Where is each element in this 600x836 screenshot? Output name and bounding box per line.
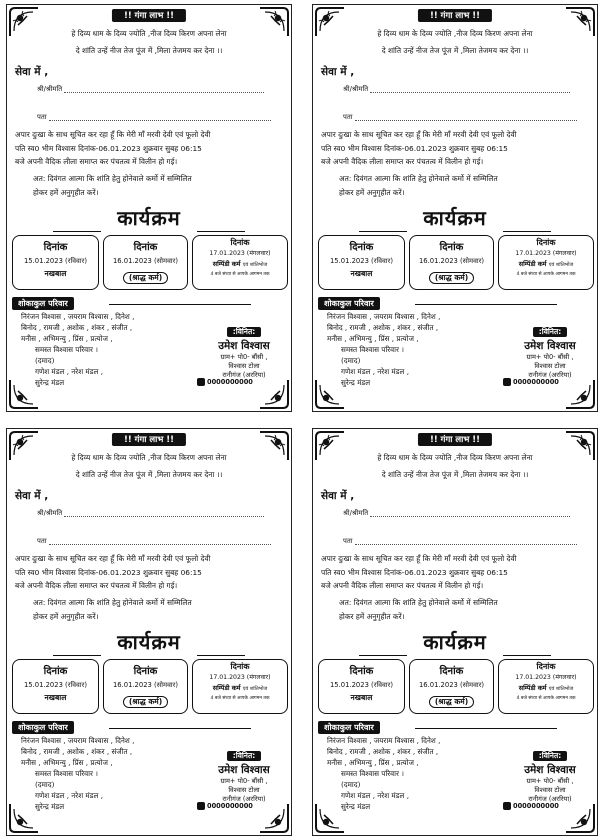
message-line: बजे अपनी वैदिक लीला समाप्त कर पंचतत्व में विलीन हो गई।: [15, 581, 178, 590]
divider: [109, 728, 251, 729]
address-field: [37, 112, 271, 121]
verse-line: हे दिव्य धाम के दिव्य ज्योति ,नीज दिव्य किरण अपना लेना: [71, 453, 227, 462]
event-date: 15.01.2023 (रविवार): [329, 257, 394, 265]
event-box: [12, 235, 99, 290]
phone-number: [503, 802, 559, 810]
event-name: (श्राद्ध कर्म): [123, 696, 168, 708]
family-line: सुरेन्द्र मंडल: [341, 802, 371, 811]
recipient-line: [370, 85, 570, 93]
family-line: (दमाद): [35, 356, 55, 365]
vinit-label: :विनित:: [227, 751, 262, 761]
family-label: शोकाकुल परिवार: [318, 297, 380, 310]
seva-label: सेवा में ,: [15, 490, 49, 502]
phone-number: [197, 378, 253, 386]
event-box: [498, 659, 594, 714]
family-line: सुरेन्द्र मंडल: [35, 802, 65, 811]
message-line: पति स्व0 भीम विश्वास दिनांक-06.01.2023 शुक्रवार सुबह 06:15: [15, 567, 202, 577]
vinit-address-line: रानीगंज (अररिया): [528, 371, 572, 379]
phone-text: 0000000000: [513, 802, 559, 810]
event-heading: दिनांक: [349, 666, 374, 677]
family-list: [21, 735, 201, 812]
invitation: [33, 172, 292, 199]
vinit-address-line: रानीगंज (अररिया): [528, 795, 572, 803]
message-line: बजे अपनी वैदिक लीला समाप्त कर पंचतत्व में विलीन हो गई।: [321, 157, 484, 166]
family-line: बिनोद , रामजी , अशोक , शंकर , संजीत ,: [327, 747, 439, 756]
event-name: (श्राद्ध कर्म): [429, 696, 474, 708]
seva-label: सेवा में ,: [321, 490, 355, 502]
invite-line: अत: दिवंगत आत्मा कि शांति हेतु होनेवाले कर्मो में सम्मिलित: [339, 598, 498, 607]
divider: [415, 304, 557, 305]
event-date: 16.01.2023 (सोमवार): [112, 681, 179, 689]
message-line: अपार दुःखा के साथ सूचित कर रहा हूँ कि मेरी माँ मरवी देवी एवं फूलो देवी: [15, 130, 211, 139]
card-title: !! गंगा लाभ !!: [418, 9, 492, 22]
message-line: पति स्व0 भीम विश्वास दिनांक-06.01.2023 शुक्रवार सुबह 06:15: [321, 143, 508, 153]
event-note: 4 बजे संध्या से आपके आगमन तक: [210, 696, 270, 701]
event-date: 17.01.2023 (मंगलवार): [515, 250, 577, 257]
message-line: बजे अपनी वैदिक लीला समाप्त कर पंचतत्व में विलीन हो गई।: [15, 157, 178, 166]
phone-number: [503, 378, 559, 386]
invite-line: अत: दिवंगत आत्मा कि शांति हेतु होनेवाले कर्मो में सम्मिलित: [33, 598, 192, 607]
card-title: !! गंगा लाभ !!: [112, 433, 186, 446]
divider: [197, 655, 245, 656]
divider: [359, 655, 407, 656]
event-date: 15.01.2023 (रविवार): [23, 681, 88, 689]
address-field: [37, 536, 271, 545]
family-label: शोकाकुल परिवार: [318, 721, 380, 734]
event-date: 16.01.2023 (सोमवार): [418, 257, 485, 265]
family-list: [21, 311, 201, 388]
phone-text: 0000000000: [207, 802, 253, 810]
divider: [53, 231, 101, 232]
card-title: !! गंगा लाभ !!: [112, 9, 186, 22]
event-box: [318, 659, 405, 714]
invitation: [339, 596, 598, 623]
event-extra: एवं शांतिभोज: [242, 686, 268, 692]
event-box: [409, 235, 494, 290]
divider: [53, 655, 101, 656]
announcement: [15, 552, 287, 593]
event-name: नखबाल: [44, 269, 67, 278]
invite-line: होकर हमें अनुगृहीत करें।: [33, 611, 99, 621]
corner-ornament-icon: [565, 803, 595, 833]
phone-text: 0000000000: [513, 378, 559, 386]
event-box: [103, 659, 188, 714]
address-line: [355, 537, 577, 545]
address-field: [343, 536, 577, 545]
divider: [109, 304, 251, 305]
family-line: निरंजन विश्वास , जयराम विश्वास , दिनेश ,: [21, 312, 135, 321]
event-box: [318, 235, 405, 290]
corner-ornament-icon: [565, 379, 595, 409]
event-heading: दिनांक: [439, 242, 464, 253]
vinit-block: [504, 319, 596, 380]
event-heading: दिनांक: [230, 238, 250, 247]
phone-icon: [197, 802, 205, 810]
vinit-address-line: ग्राम+ पो0- बौंसी ,: [220, 353, 268, 361]
family-line: गणेश मंडल , नरेश मंडल ,: [341, 791, 409, 800]
address-line: [49, 537, 271, 545]
event-note: 4 बजे संध्या से आपके आगमन तक: [516, 272, 576, 277]
vinit-block: [198, 743, 290, 804]
vinit-address-line: विश्वास टोला: [228, 362, 260, 370]
family-line: (दमाद): [35, 780, 55, 789]
message-line: पति स्व0 भीम विश्वास दिनांक-06.01.2023 शुक्रवार सुबह 06:15: [321, 567, 508, 577]
condolence-card: [312, 4, 598, 412]
family-list: [327, 735, 507, 812]
invitation: [33, 596, 292, 623]
divider: [503, 655, 551, 656]
family-line: सुरेन्द्र मंडल: [35, 378, 65, 387]
event-extra: एवं शांतिभोज: [242, 262, 268, 268]
event-extra: एवं शांतिभोज: [548, 262, 574, 268]
vinit-label: :विनित:: [227, 327, 262, 337]
verse-line: दे शांति उन्हें नीज तेज पूंज में ,मिला तेजमय कर देना ।।: [381, 46, 529, 55]
program-heading: कार्यक्रम: [117, 206, 181, 230]
message-line: अपार दुःखा के साथ सूचित कर रहा हूँ कि मेरी माँ मरवी देवी एवं फूलो देवी: [321, 130, 517, 139]
phone-number: [197, 802, 253, 810]
event-box: [103, 235, 188, 290]
family-line: समस्त विश्वास परिवार ।: [341, 769, 404, 778]
verse-line: दे शांति उन्हें नीज तेज पूंज में ,मिला तेजमय कर देना ।।: [75, 470, 223, 479]
family-line: मनीस , अभिमन्यु , प्रिंस , प्रत्योज ,: [327, 334, 419, 343]
event-name: नखबाल: [350, 693, 373, 702]
vinit-label: :विनित:: [533, 751, 568, 761]
recipient-field: [37, 84, 264, 93]
vinit-address-line: रानीगंज (अररिया): [222, 371, 266, 379]
vinit-address-line: ग्राम+ पो0- बौंसी ,: [526, 353, 574, 361]
family-line: गणेश मंडल , नरेश मंडल ,: [35, 791, 103, 800]
corner-ornament-icon: [259, 803, 289, 833]
event-box: [409, 659, 494, 714]
invite-line: अत: दिवंगत आत्मा कि शांति हेतु होनेवाले कर्मो में सम्मिलित: [339, 174, 498, 183]
recipient-label: श्री/श्रीमति: [343, 509, 369, 517]
divider: [359, 231, 407, 232]
recipient-field: [343, 84, 570, 93]
event-date: 17.01.2023 (मंगलवार): [209, 674, 271, 681]
divider: [503, 231, 551, 232]
vinit-block: [198, 319, 290, 380]
announcement: [321, 128, 593, 169]
event-heading: दिनांक: [133, 242, 158, 253]
corner-ornament-icon: [259, 379, 289, 409]
divider: [197, 231, 245, 232]
vinit-address-line: ग्राम+ पो0- बौंसी ,: [526, 777, 574, 785]
condolence-card: [6, 428, 292, 836]
program-heading: कार्यक्रम: [423, 630, 487, 654]
vinit-address-line: रानीगंज (अररिया): [222, 795, 266, 803]
vinit-block: [504, 743, 596, 804]
family-line: निरंजन विश्वास , जयराम विश्वास , दिनेश ,: [21, 736, 135, 745]
event-name: सम्पिंडी कर्म: [212, 684, 241, 692]
event-extra: एवं शांतिभोज: [548, 686, 574, 692]
message-line: पति स्व0 भीम विश्वास दिनांक-06.01.2023 शुक्रवार सुबह 06:15: [15, 143, 202, 153]
event-name: नखबाल: [350, 269, 373, 278]
recipient-field: [37, 508, 264, 517]
verse-line: दे शांति उन्हें नीज तेज पूंज में ,मिला तेजमय कर देना ।।: [381, 470, 529, 479]
address-line: [49, 113, 271, 121]
address-label: पता: [37, 113, 47, 121]
vinit-label: :विनित:: [533, 327, 568, 337]
verse-line: दे शांति उन्हें नीज तेज पूंज में ,मिला तेजमय कर देना ।।: [75, 46, 223, 55]
event-heading: दिनांक: [133, 666, 158, 677]
recipient-label: श्री/श्रीमति: [37, 85, 63, 93]
phone-icon: [197, 378, 205, 386]
verse-line: हे दिव्य धाम के दिव्य ज्योति ,नीज दिव्य किरण अपना लेना: [71, 29, 227, 38]
family-line: बिनोद , रामजी , अशोक , शंकर , संजीत ,: [21, 747, 133, 756]
event-name: सम्पिंडी कर्म: [518, 684, 547, 692]
family-line: बिनोद , रामजी , अशोक , शंकर , संजीत ,: [327, 323, 439, 332]
event-box: [12, 659, 99, 714]
program-heading: कार्यक्रम: [117, 630, 181, 654]
family-line: मनीस , अभिमन्यु , प्रिंस , प्रत्योज ,: [21, 758, 113, 767]
event-note: 4 बजे संध्या से आपके आगमन तक: [516, 696, 576, 701]
divider: [415, 728, 557, 729]
program-heading: कार्यक्रम: [423, 206, 487, 230]
invite-line: होकर हमें अनुगृहीत करें।: [339, 187, 405, 197]
event-heading: दिनांक: [536, 238, 556, 247]
event-date: 16.01.2023 (सोमवार): [112, 257, 179, 265]
recipient-line: [370, 509, 570, 517]
vinit-name: उमेश विश्वास: [218, 340, 270, 352]
event-heading: दिनांक: [43, 242, 68, 253]
announcement: [321, 552, 593, 593]
family-line: गणेश मंडल , नरेश मंडल ,: [341, 367, 409, 376]
event-box: [192, 659, 288, 714]
phone-text: 0000000000: [207, 378, 253, 386]
recipient-label: श्री/श्रीमति: [343, 85, 369, 93]
event-heading: दिनांक: [43, 666, 68, 677]
event-heading: दिनांक: [439, 666, 464, 677]
event-name: (श्राद्ध कर्म): [123, 272, 168, 284]
event-date: 17.01.2023 (मंगलवार): [515, 674, 577, 681]
invite-line: होकर हमें अनुगृहीत करें।: [33, 187, 99, 197]
vinit-name: उमेश विश्वास: [218, 764, 270, 776]
condolence-card: [312, 428, 598, 836]
family-line: समस्त विश्वास परिवार ।: [341, 345, 404, 354]
event-name: सम्पिंडी कर्म: [518, 260, 547, 268]
vinit-address-line: ग्राम+ पो0- बौंसी ,: [220, 777, 268, 785]
seva-label: सेवा में ,: [321, 66, 355, 78]
event-date: 15.01.2023 (रविवार): [329, 681, 394, 689]
family-line: समस्त विश्वास परिवार ।: [35, 769, 98, 778]
event-name: नखबाल: [44, 693, 67, 702]
family-line: समस्त विश्वास परिवार ।: [35, 345, 98, 354]
event-note: 4 बजे संध्या से आपके आगमन तक: [210, 272, 270, 277]
card-title: !! गंगा लाभ !!: [418, 433, 492, 446]
family-line: मनीस , अभिमन्यु , प्रिंस , प्रत्योज ,: [327, 758, 419, 767]
event-box: [498, 235, 594, 290]
family-line: सुरेन्द्र मंडल: [341, 378, 371, 387]
family-line: (दमाद): [341, 356, 361, 365]
family-line: गणेश मंडल , नरेश मंडल ,: [35, 367, 103, 376]
address-label: पता: [37, 537, 47, 545]
recipient-field: [343, 508, 570, 517]
message-line: अपार दुःखा के साथ सूचित कर रहा हूँ कि मेरी माँ मरवी देवी एवं फूलो देवी: [15, 554, 211, 563]
event-name: सम्पिंडी कर्म: [212, 260, 241, 268]
verse-line: हे दिव्य धाम के दिव्य ज्योति ,नीज दिव्य किरण अपना लेना: [377, 29, 533, 38]
address-field: [343, 112, 577, 121]
message-line: बजे अपनी वैदिक लीला समाप्त कर पंचतत्व में विलीन हो गई।: [321, 581, 484, 590]
family-label: शोकाकुल परिवार: [12, 721, 74, 734]
family-line: बिनोद , रामजी , अशोक , शंकर , संजीत ,: [21, 323, 133, 332]
address-label: पता: [343, 113, 353, 121]
phone-icon: [503, 378, 511, 386]
vinit-name: उमेश विश्वास: [524, 764, 576, 776]
vinit-address-line: विश्वास टोला: [534, 786, 566, 794]
family-line: मनीस , अभिमन्यु , प्रिंस , प्रत्योज ,: [21, 334, 113, 343]
address-label: पता: [343, 537, 353, 545]
recipient-label: श्री/श्रीमति: [37, 509, 63, 517]
event-name: (श्राद्ध कर्म): [429, 272, 474, 284]
verse-line: हे दिव्य धाम के दिव्य ज्योति ,नीज दिव्य किरण अपना लेना: [377, 453, 533, 462]
invite-line: होकर हमें अनुगृहीत करें।: [339, 611, 405, 621]
vinit-address-line: विश्वास टोला: [228, 786, 260, 794]
family-label: शोकाकुल परिवार: [12, 297, 74, 310]
invite-line: अत: दिवंगत आत्मा कि शांति हेतु होनेवाले कर्मो में सम्मिलित: [33, 174, 192, 183]
recipient-line: [64, 509, 264, 517]
event-heading: दिनांक: [536, 662, 556, 671]
invitation: [339, 172, 598, 199]
recipient-line: [64, 85, 264, 93]
event-date: 15.01.2023 (रविवार): [23, 257, 88, 265]
event-heading: दिनांक: [230, 662, 250, 671]
phone-icon: [503, 802, 511, 810]
address-line: [355, 113, 577, 121]
family-list: [327, 311, 507, 388]
family-line: निरंजन विश्वास , जयराम विश्वास , दिनेश ,: [327, 312, 441, 321]
event-date: 17.01.2023 (मंगलवार): [209, 250, 271, 257]
seva-label: सेवा में ,: [15, 66, 49, 78]
event-heading: दिनांक: [349, 242, 374, 253]
family-line: निरंजन विश्वास , जयराम विश्वास , दिनेश ,: [327, 736, 441, 745]
vinit-name: उमेश विश्वास: [524, 340, 576, 352]
announcement: [15, 128, 287, 169]
event-box: [192, 235, 288, 290]
event-date: 16.01.2023 (सोमवार): [418, 681, 485, 689]
vinit-address-line: विश्वास टोला: [534, 362, 566, 370]
condolence-card: [6, 4, 292, 412]
message-line: अपार दुःखा के साथ सूचित कर रहा हूँ कि मेरी माँ मरवी देवी एवं फूलो देवी: [321, 554, 517, 563]
family-line: (दमाद): [341, 780, 361, 789]
